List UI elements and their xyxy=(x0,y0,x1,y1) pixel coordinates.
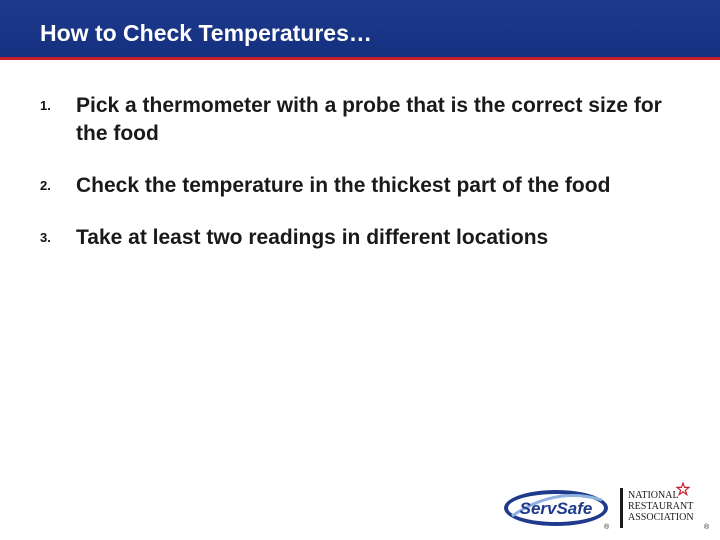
servsafe-logo-text: ServSafe xyxy=(519,499,593,518)
list-item-text: Take at least two readings in different locations xyxy=(76,226,549,249)
servsafe-logo xyxy=(502,486,610,530)
servsafe-registered-mark: ® xyxy=(604,524,610,531)
numbered-list xyxy=(40,92,680,276)
nra-logo-line: RESTAURANT xyxy=(628,501,694,512)
title-bar xyxy=(0,0,720,60)
footer-logos xyxy=(500,480,720,540)
list-item-text: Pick a thermometer with a probe that is the correct size for the food xyxy=(76,94,662,145)
list-item-text: Check the temperature in the thickest part of the food xyxy=(76,174,611,197)
list-item-number: 1. xyxy=(40,98,51,113)
logo-divider xyxy=(620,488,623,528)
list-item xyxy=(40,224,680,252)
nra-logo-line: ASSOCIATION xyxy=(628,512,694,523)
nra-logo xyxy=(628,490,694,523)
list-item-number: 3. xyxy=(40,230,51,245)
slide-title: How to Check Temperatures… xyxy=(40,20,372,46)
nra-logo-line: NATIONAL xyxy=(628,490,679,501)
list-item xyxy=(40,172,680,200)
list-item-number: 2. xyxy=(40,178,51,193)
nra-registered-mark: ® xyxy=(704,524,710,531)
list-item xyxy=(40,92,680,148)
